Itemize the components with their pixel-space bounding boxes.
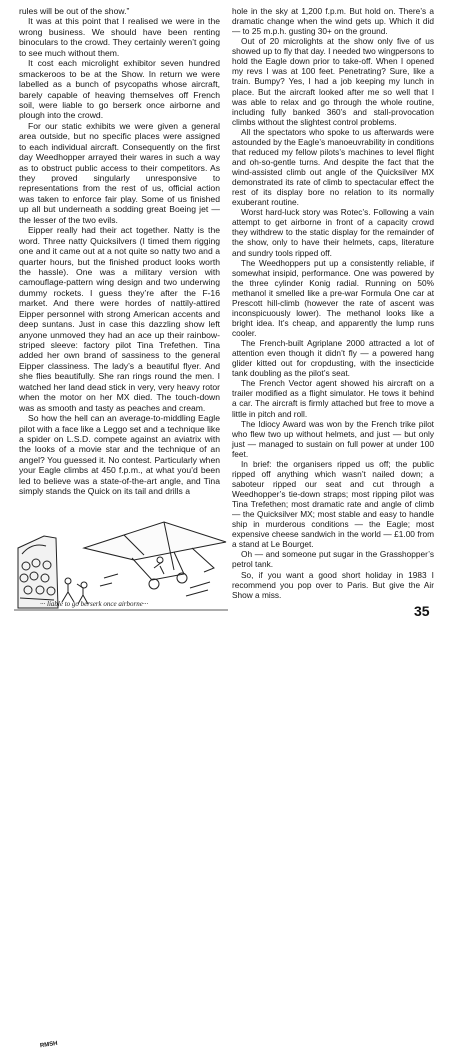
paragraph: Eipper really had their act together. Natty is the word. Three natty Quicksilvers (I timed them rigging one and it came out at a not quite so natty two and a quarter hours, but the finished product looks worth the hassle). One was a military version with camouflage-pattern wing design and two underwing dummy rockets. I guess they’re after the F-16 market. And there were hordes of nattily-attired Eipper personnel with strong American accents and deep suntans. Just in case this dazzling show left anyone unmoved they had an ace up their rainbow-striped sleeve: factory pilot Tina Trefethen. Tina added her own brand of sassiness to the general Eipper classiness. The lady’s a beautiful flyer. And she flies beautifully. She ran rings round the men. I watched her land dead stick in very, very heavy rotor when the motor on her MX died. The touch-down was as smooth and tasty as peaches and cream. bbox=[19, 225, 220, 413]
paragraph: It was at this point that I realised we were in the wrong business. We should have been renting binoculars to the crowd. They certainly weren’t going to see much without them. bbox=[19, 16, 220, 58]
paragraph: In brief: the organisers ripped us off; the public ripped off anything which wasn’t nailed down; a saboteur ripped our seat and cut through a Weedhopper’s tie-down straps; most ripping pilot was Tina Trefethen; most dramatic rate and angle of climb — the Quicksilver MX; most stable and easy to handle ship in murderous conditions — the Eagle; most expensive cheese sandwich in the world — £1.00 from a stand at Le Bourget. bbox=[232, 458, 434, 550]
page-number: 35 bbox=[414, 603, 430, 619]
paragraph: So how the hell can an average-to-middling Eagle pilot with a face like a Leggo set and a technique like a spider on L.S.D. compete against an aviatrix with the looks of a movie star and the technique of an angel? You guessed it. No contest. Particularly when your Eagle climbs at 450 f.p.m., at what you’d been led to believe was a state-of-the-art angle, and Tina simply stands the Quick on its tail and drills a bbox=[19, 413, 220, 497]
paragraph: The French-built Agriplane 2000 attracted a lot of attention even though it didn’t fly — a powered hang glider kitted out for cropdusting, with the insecticide tank doubling as the pilot’s seat. bbox=[232, 338, 434, 379]
article-column-right bbox=[232, 6, 434, 600]
paragraph: So, if you want a good short holiday in 1983 I recommend you pop over to Paris. But give the Air Show a miss. bbox=[232, 569, 434, 600]
paragraph: The French Vector agent showed his aircraft on a trailer modified as a flight simulator. He tows it behind a car. The aircraft is firmly attached but free to move a little in pitch and roll. bbox=[232, 378, 434, 419]
paragraph: rules will be out of the show.” bbox=[19, 6, 130, 16]
crowd-sign-text: RMSH bbox=[39, 1040, 59, 1049]
illustration-caption: ··· liable to go berserk once airborne··· bbox=[40, 600, 149, 608]
paragraph: Out of 20 microlights at the show only five of us showed up to fly that day. I needed two wingpersons to hold the Eagle down prior to take-off. When I opened my revs I was at 100 feet. Penetrating? Sure, like a train. Bumpy? Yes, I had a job keeping my lunch in place. But the aircraft looked after me so well that I was able to relax and go through the whole routine, including fully banked 360’s and stall-provocation climbs without the slightest control problems. bbox=[232, 36, 434, 127]
paragraph: It cost each microlight exhibitor seven hundred smackeroos to be at the Show. In return we were labelled as a bunch of psycopaths whose aircraft, barely capable of heaving themselves off French soil, were liable to go berserk once airborne and plough into the crowd. bbox=[19, 58, 220, 121]
paragraph: Worst hard-luck story was Rotec’s. Following a vain attempt to get airborne in front of a capacity crowd they withdrew to the static display for the remainder of the show, only to have their helmets, caps, literature and sundry tools ripped off. bbox=[232, 207, 434, 258]
paragraph: All the spectators who spoke to us afterwards were astounded by the Eagle’s manoeuvrability in conditions that reduced my fellow pilots’s machines to level flight and oh-so-gentle turns. And despite the fact that the wind-assisted climb out angle of the Quicksilver MX demonstrated its rate of climb to spectacular effect the rest of its display bore no relation to its normally exuberant routine. bbox=[232, 126, 434, 208]
paragraph: hole in the sky at 1,200 f.p.m. But hold on. There’s a dramatic change when the wind gets up. Which it did — to 25 m.p.h. gusting 30+ on the ground. bbox=[232, 6, 434, 37]
paragraph: The Weedhoppers put up a consistently reliable, if somewhat insipid, performance. One was powered by the three cylinder Konig radial. Running on 50% methanol it smelled like a pre-war Formula One car at Prescott hill-climb (however the rate of ascent was inconspicuously lower). The methanol looks like a bright idea. It’s cheap, and apparently the lump runs cooler. bbox=[232, 257, 434, 338]
paragraph: The Idiocy Award was won by the French trike pilot who flew two up without helmets, and just — but only just — managed to sustain on full power at under 100 feet. bbox=[232, 418, 434, 459]
paragraph: For our static exhibits we were given a general area outside, but no specific places were assigned to each individual aircraft. Consequently on the first day Weedhopper arrayed their wares in such a way as to obstruct public access to their competitors. As they proved singularly unresponsive to representations from the rest of us, official action was taken to enforce fair play. Some of us finished up all but underneath a sodding great Boeing jet — the lesser of the two evils. bbox=[19, 120, 220, 225]
article-column-left bbox=[19, 6, 220, 497]
paragraph: Oh — and someone put sugar in the Grasshopper’s petrol tank. bbox=[232, 549, 434, 570]
